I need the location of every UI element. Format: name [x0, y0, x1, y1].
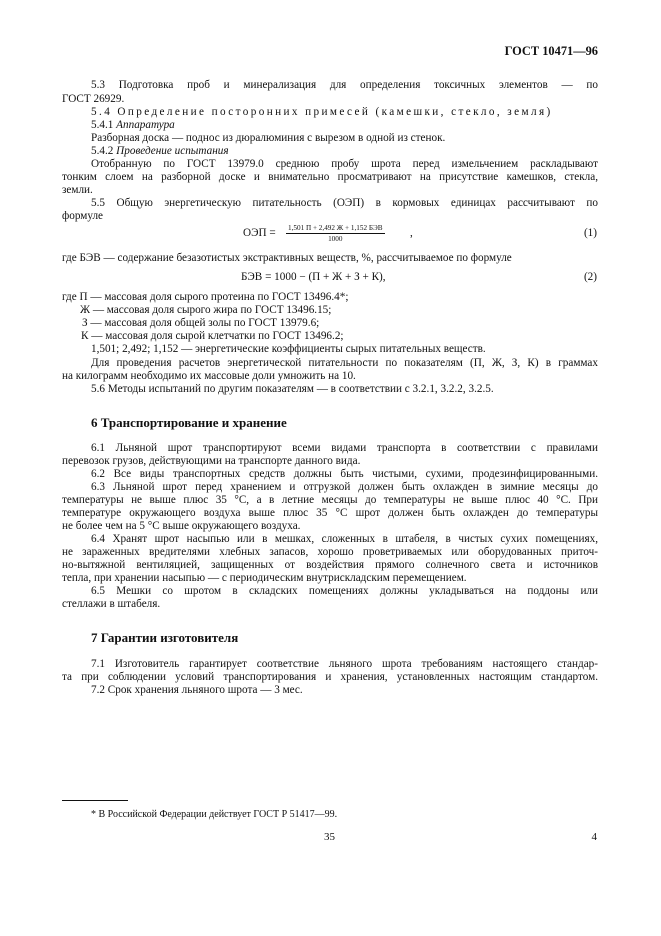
para-6-3-line-4: не более чем на 5 °С выше окружающего воздуха. [62, 520, 301, 532]
formula-2-number: (2) [583, 271, 597, 283]
document-code-header: ГОСТ 10471—96 [504, 44, 598, 58]
subsection-5-4-1-number: 5.4.1 [91, 119, 114, 131]
para-6-1-line-2: перевозок грузов, действующими на транспорте данного вида. [62, 455, 361, 467]
para-5-4-2-line-2: тонким слоем на разборной доске и внимательно просматривают на присутствие камешков, стекла, [62, 171, 598, 183]
subsection-5-4-2 [91, 144, 229, 158]
subsection-5-4-1-title: Аппаратура [116, 119, 175, 131]
formula-1-denominator: 1000 [328, 235, 343, 243]
para-5-3-line-2: ГОСТ 26929. [62, 93, 125, 105]
para-6-4-line-3: но-вытяжной вентиляцией, защищенных от воздействия прямого солнечного света и источников [62, 559, 598, 571]
para-5-4-2-line-1: Отобранную по ГОСТ 13979.0 среднюю пробу шрота перед измельчением раскладывают [91, 158, 598, 170]
para-5-3-line-1: 5.3 Подготовка проб и минерализация для определения токсичных элементов — по [91, 79, 598, 91]
formula-1-lhs: ОЭП = [243, 227, 276, 239]
calc-note-line-1: Для проведения расчетов энергетической питательности по показателям (П, Ж, З, К) в граммах [91, 357, 598, 369]
para-5-4-2-line-3: земли. [62, 184, 93, 196]
para-6-3-line-3: температуре окружающего воздуха выше плюс 35 °С шрот должен быть охлажден до температуры [62, 507, 598, 519]
para-6-1-line-1: 6.1 Льняной шрот транспортируют всеми видами транспорта в соответствии с правилами [91, 442, 598, 454]
subsection-5-4-2-title: Проведение испытания [116, 145, 229, 157]
para-6-5-line-2: стеллажи в штабеля. [62, 598, 161, 610]
para-7-2: 7.2 Срок хранения льняного шрота — 3 мес. [91, 684, 303, 696]
para-5-6: 5.6 Методы испытаний по другим показателям — в соответствии с 3.2.1, 3.2.2, 3.2.5. [91, 383, 494, 395]
para-7-1-line-1: 7.1 Изготовитель гарантирует соответствие льняного шрота требованиям настоящего стандар- [91, 658, 598, 670]
bev-definition: где БЭВ — содержание безазотистых экстрактивных веществ, %, рассчитываемое по формуле [62, 252, 512, 264]
formula-1-numerator: 1,501 П + 2,492 Ж + 1,152 БЭВ [288, 224, 383, 232]
where-item-ash: З — массовая доля общей золы по ГОСТ 13979.6; [82, 317, 320, 329]
page-number-center: 35 [324, 831, 335, 843]
para-6-4-line-4: тепла, при хранении насыпью — с периодическим внутрискладским перемещением. [62, 572, 467, 584]
footnote: * В Российской Федерации действует ГОСТ Р 51417—99. [91, 809, 338, 820]
subsection-5-4-1 [91, 118, 175, 132]
subsection-5-4-2-number: 5.4.2 [91, 145, 114, 157]
formula-1-comma: , [410, 227, 413, 239]
page-number-right: 4 [591, 831, 597, 843]
where-item-fat: Ж — массовая доля сырого жира по ГОСТ 13496.15; [80, 304, 332, 316]
formula-1-fraction [286, 224, 385, 243]
para-6-4-line-2: не зараженных вредителями хлебных запасов, хорошо проветриваемых или оборудованных приточ- [62, 546, 598, 558]
para-6-4-line-1: 6.4 Хранят шрот насыпью или в мешках, сложенных в штабеля, в чистых сухих помещениях, [91, 533, 598, 545]
para-5-5-line-1: 5.5 Общую энергетическую питательность (ОЭП) в кормовых единицах рассчитывают по [91, 197, 598, 209]
section-6-heading: 6 Транспортирование и хранение [91, 415, 287, 430]
para-5-4-1-text: Разборная доска — поднос из дюралюминия с вырезом в одной из стенок. [91, 132, 446, 144]
formula-1-number: (1) [583, 227, 597, 239]
section-7-heading: 7 Гарантии изготовителя [91, 630, 239, 645]
where-item-fiber: К — массовая доля сырой клетчатки по ГОСТ 13496.2; [81, 330, 344, 342]
subsection-5-4-title: 5.4 Определение посторонних примесей (камешки, стекло, земля) [91, 106, 553, 118]
para-5-5-line-2: формуле [62, 210, 103, 222]
where-item-protein: где П — массовая доля сырого протеина по ГОСТ 13496.4*; [62, 291, 349, 303]
where-item-coefficients: 1,501; 2,492; 1,152 — энергетические коэффициенты сырых питательных веществ. [91, 343, 486, 355]
formula-2: БЭВ = 1000 − (П + Ж + З + К), [241, 271, 386, 283]
para-7-1-line-2: та при соблюдении условий транспортирования и хранения, установленных настоящим стандартом. [62, 671, 598, 683]
para-6-5-line-1: 6.5 Мешки со шротом в складских помещениях должны укладываться на поддоны или [91, 585, 598, 597]
calc-note-line-2: на килограмм необходимо их массовые доли умножить на 10. [62, 370, 356, 382]
para-6-2: 6.2 Все виды транспортных средств должны быть чистыми, сухими, продезинфицированными. [91, 468, 598, 480]
para-6-3-line-2: температуры не выше плюс 35 °С, а в летние месяцы до температуры не выше плюс 40 °С. При [62, 494, 598, 506]
footnote-separator [62, 800, 128, 801]
para-6-3-line-1: 6.3 Льняной шрот перед хранением и отгрузкой должен быть охлажден в зимние месяцы до [91, 481, 598, 493]
